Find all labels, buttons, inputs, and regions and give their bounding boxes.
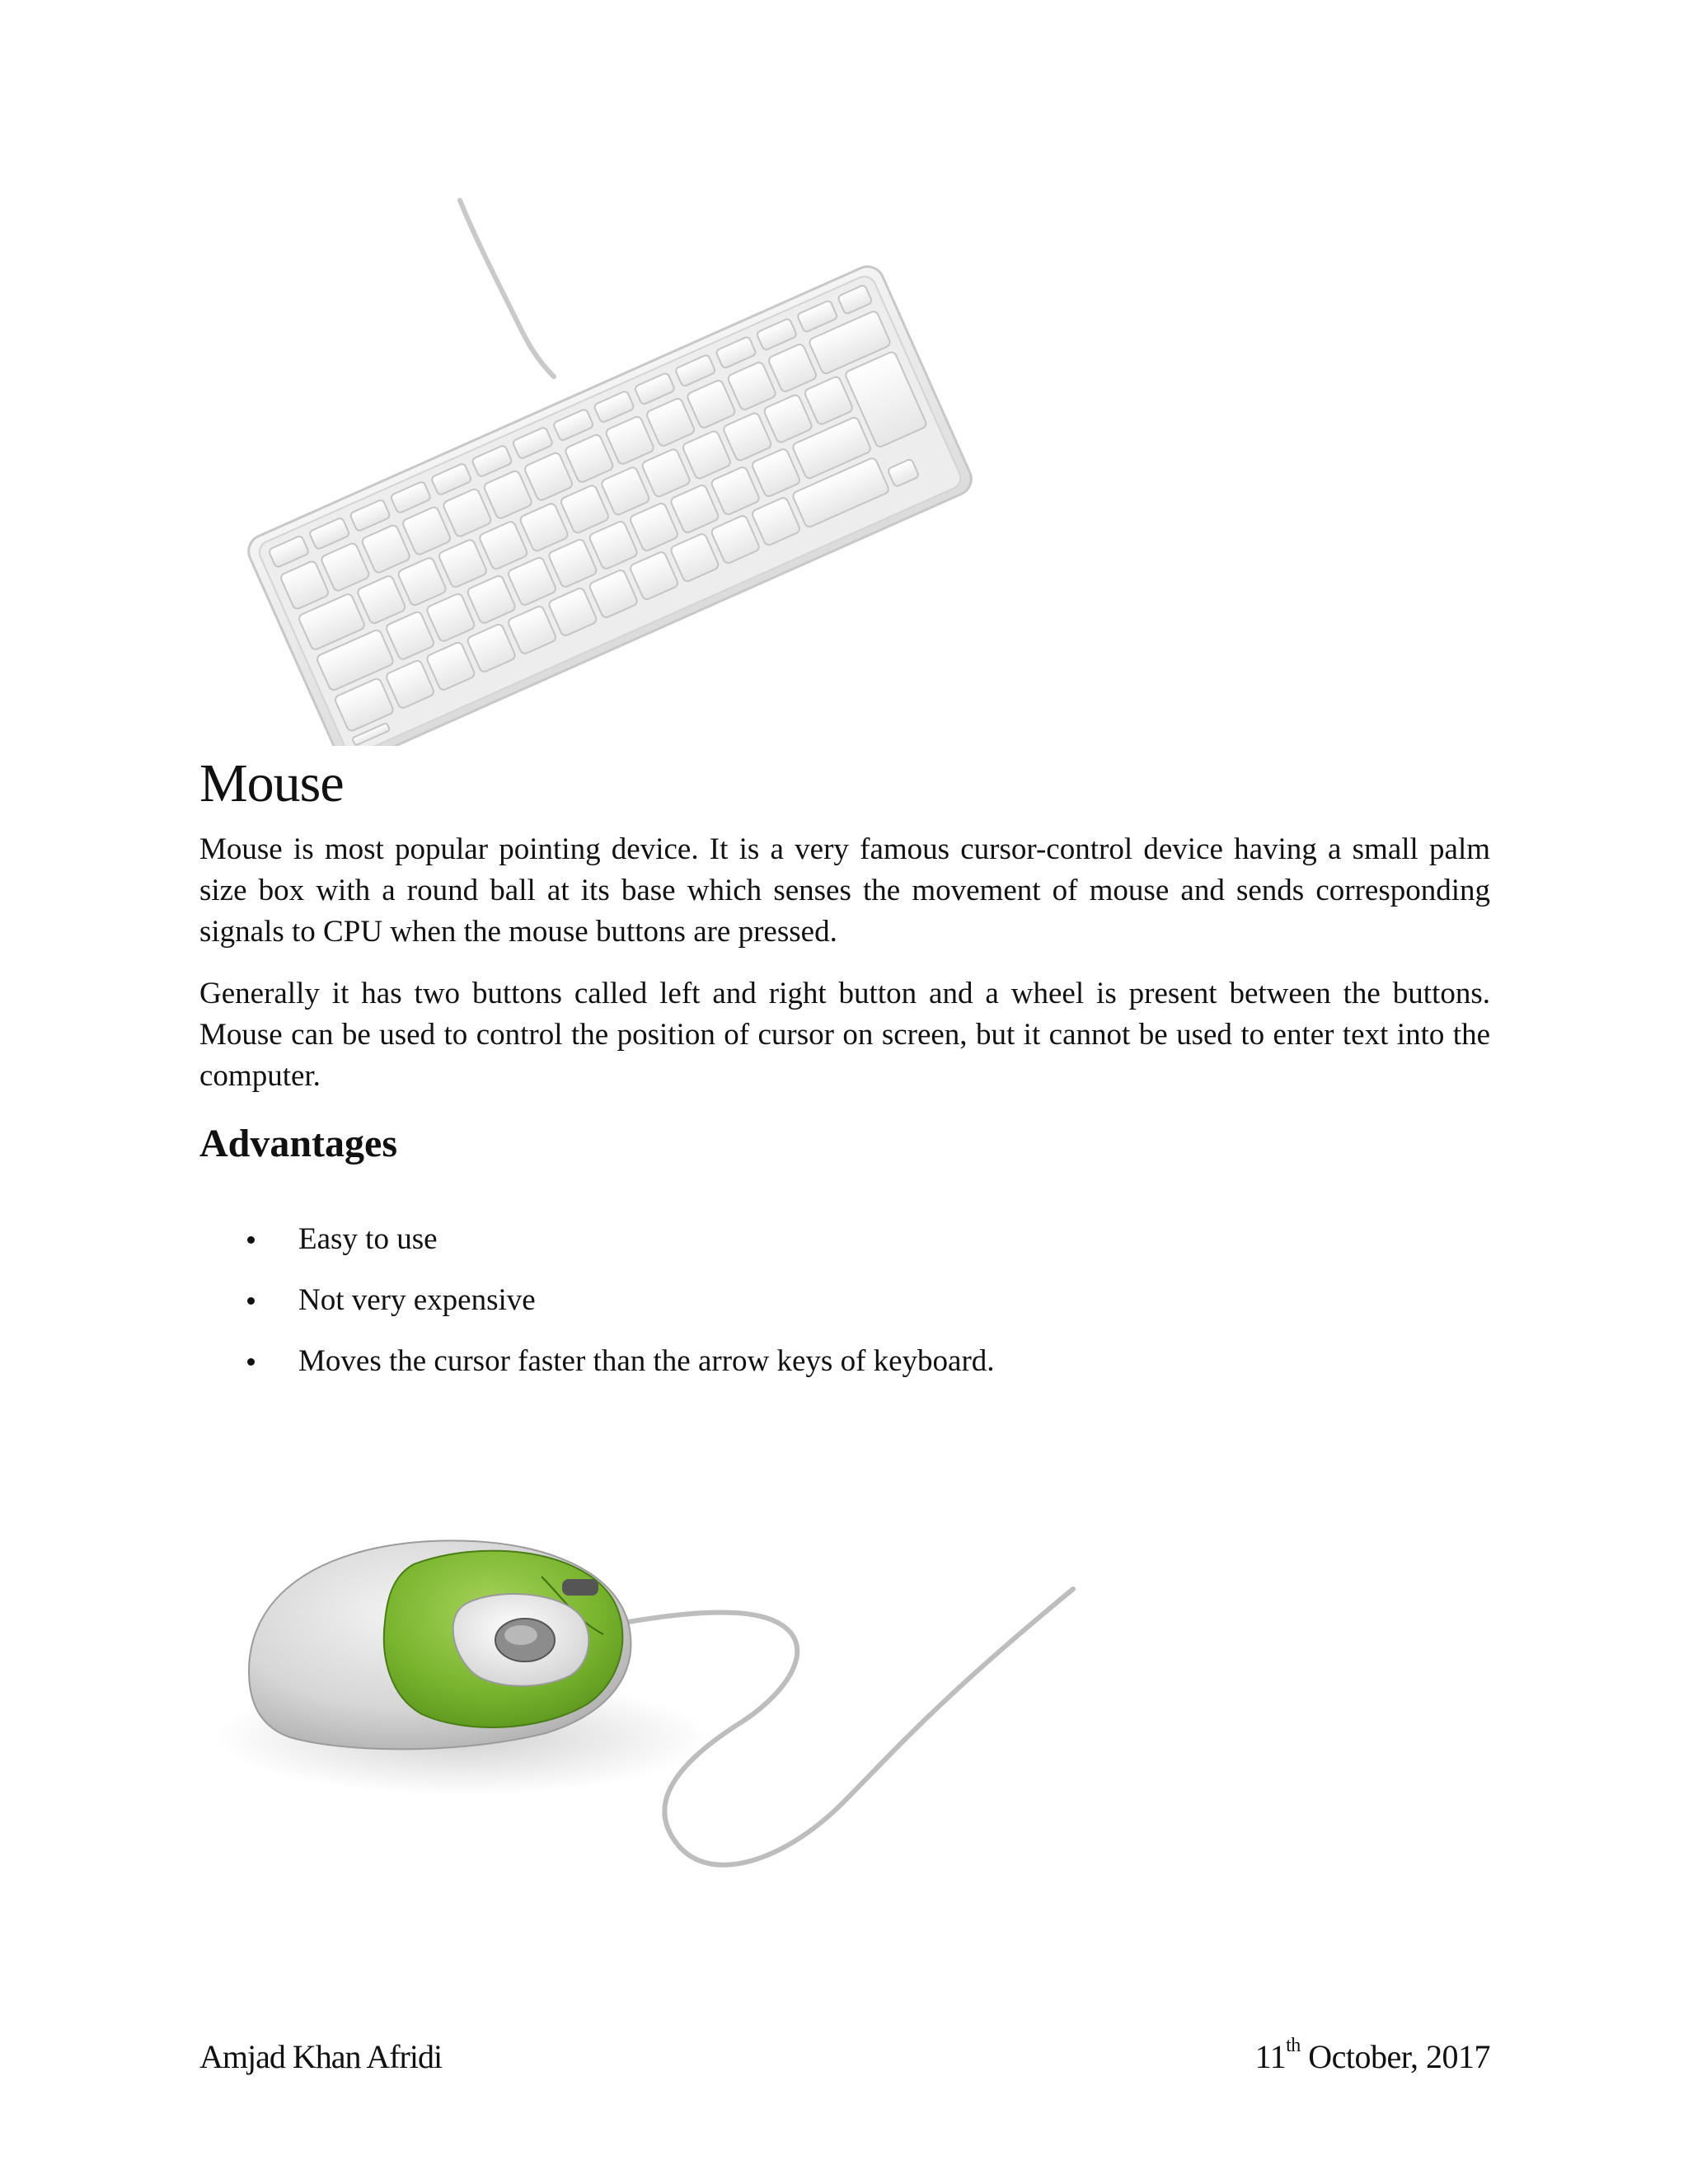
list-item [199, 1337, 995, 1398]
advantages-list [199, 1215, 995, 1398]
bullet-icon [247, 1236, 255, 1244]
footer-date-suffix: th [1286, 2035, 1301, 2056]
footer-date-day: 11 [1254, 2038, 1287, 2075]
advantages-heading: Advantages [199, 1122, 398, 1165]
list-item-text: Moves the cursor faster than the arrow keys of keyboard. [298, 1344, 995, 1378]
bullet-icon [247, 1297, 255, 1305]
keyboard-image [247, 185, 973, 746]
footer-author: Amjad Khan Afridi [199, 2038, 443, 2075]
paragraph-2: Generally it has two buttons called left and right button and a wheel is present between the buttons. Mouse can be used to control the position of cursor on screen, but it cannot be used to enter text into the computer. [199, 977, 1490, 1093]
mouse-image [216, 1498, 1081, 1927]
list-item [199, 1276, 995, 1337]
section-title: Mouse [199, 753, 344, 813]
list-item [199, 1215, 995, 1276]
footer-date-rest: October, 2017 [1300, 2038, 1490, 2075]
paragraph-1: Mouse is most popular pointing device. It is a very famous cursor-control device having a small palm size box with a round ball at its base which senses the movement of mouse and sends corresponding signals to CPU when the mouse buttons are pressed. [199, 832, 1490, 949]
bullet-icon [247, 1358, 255, 1366]
list-item-text: Not very expensive [298, 1283, 536, 1317]
footer-date [1254, 2035, 1490, 2075]
list-item-text: Easy to use [298, 1222, 438, 1256]
